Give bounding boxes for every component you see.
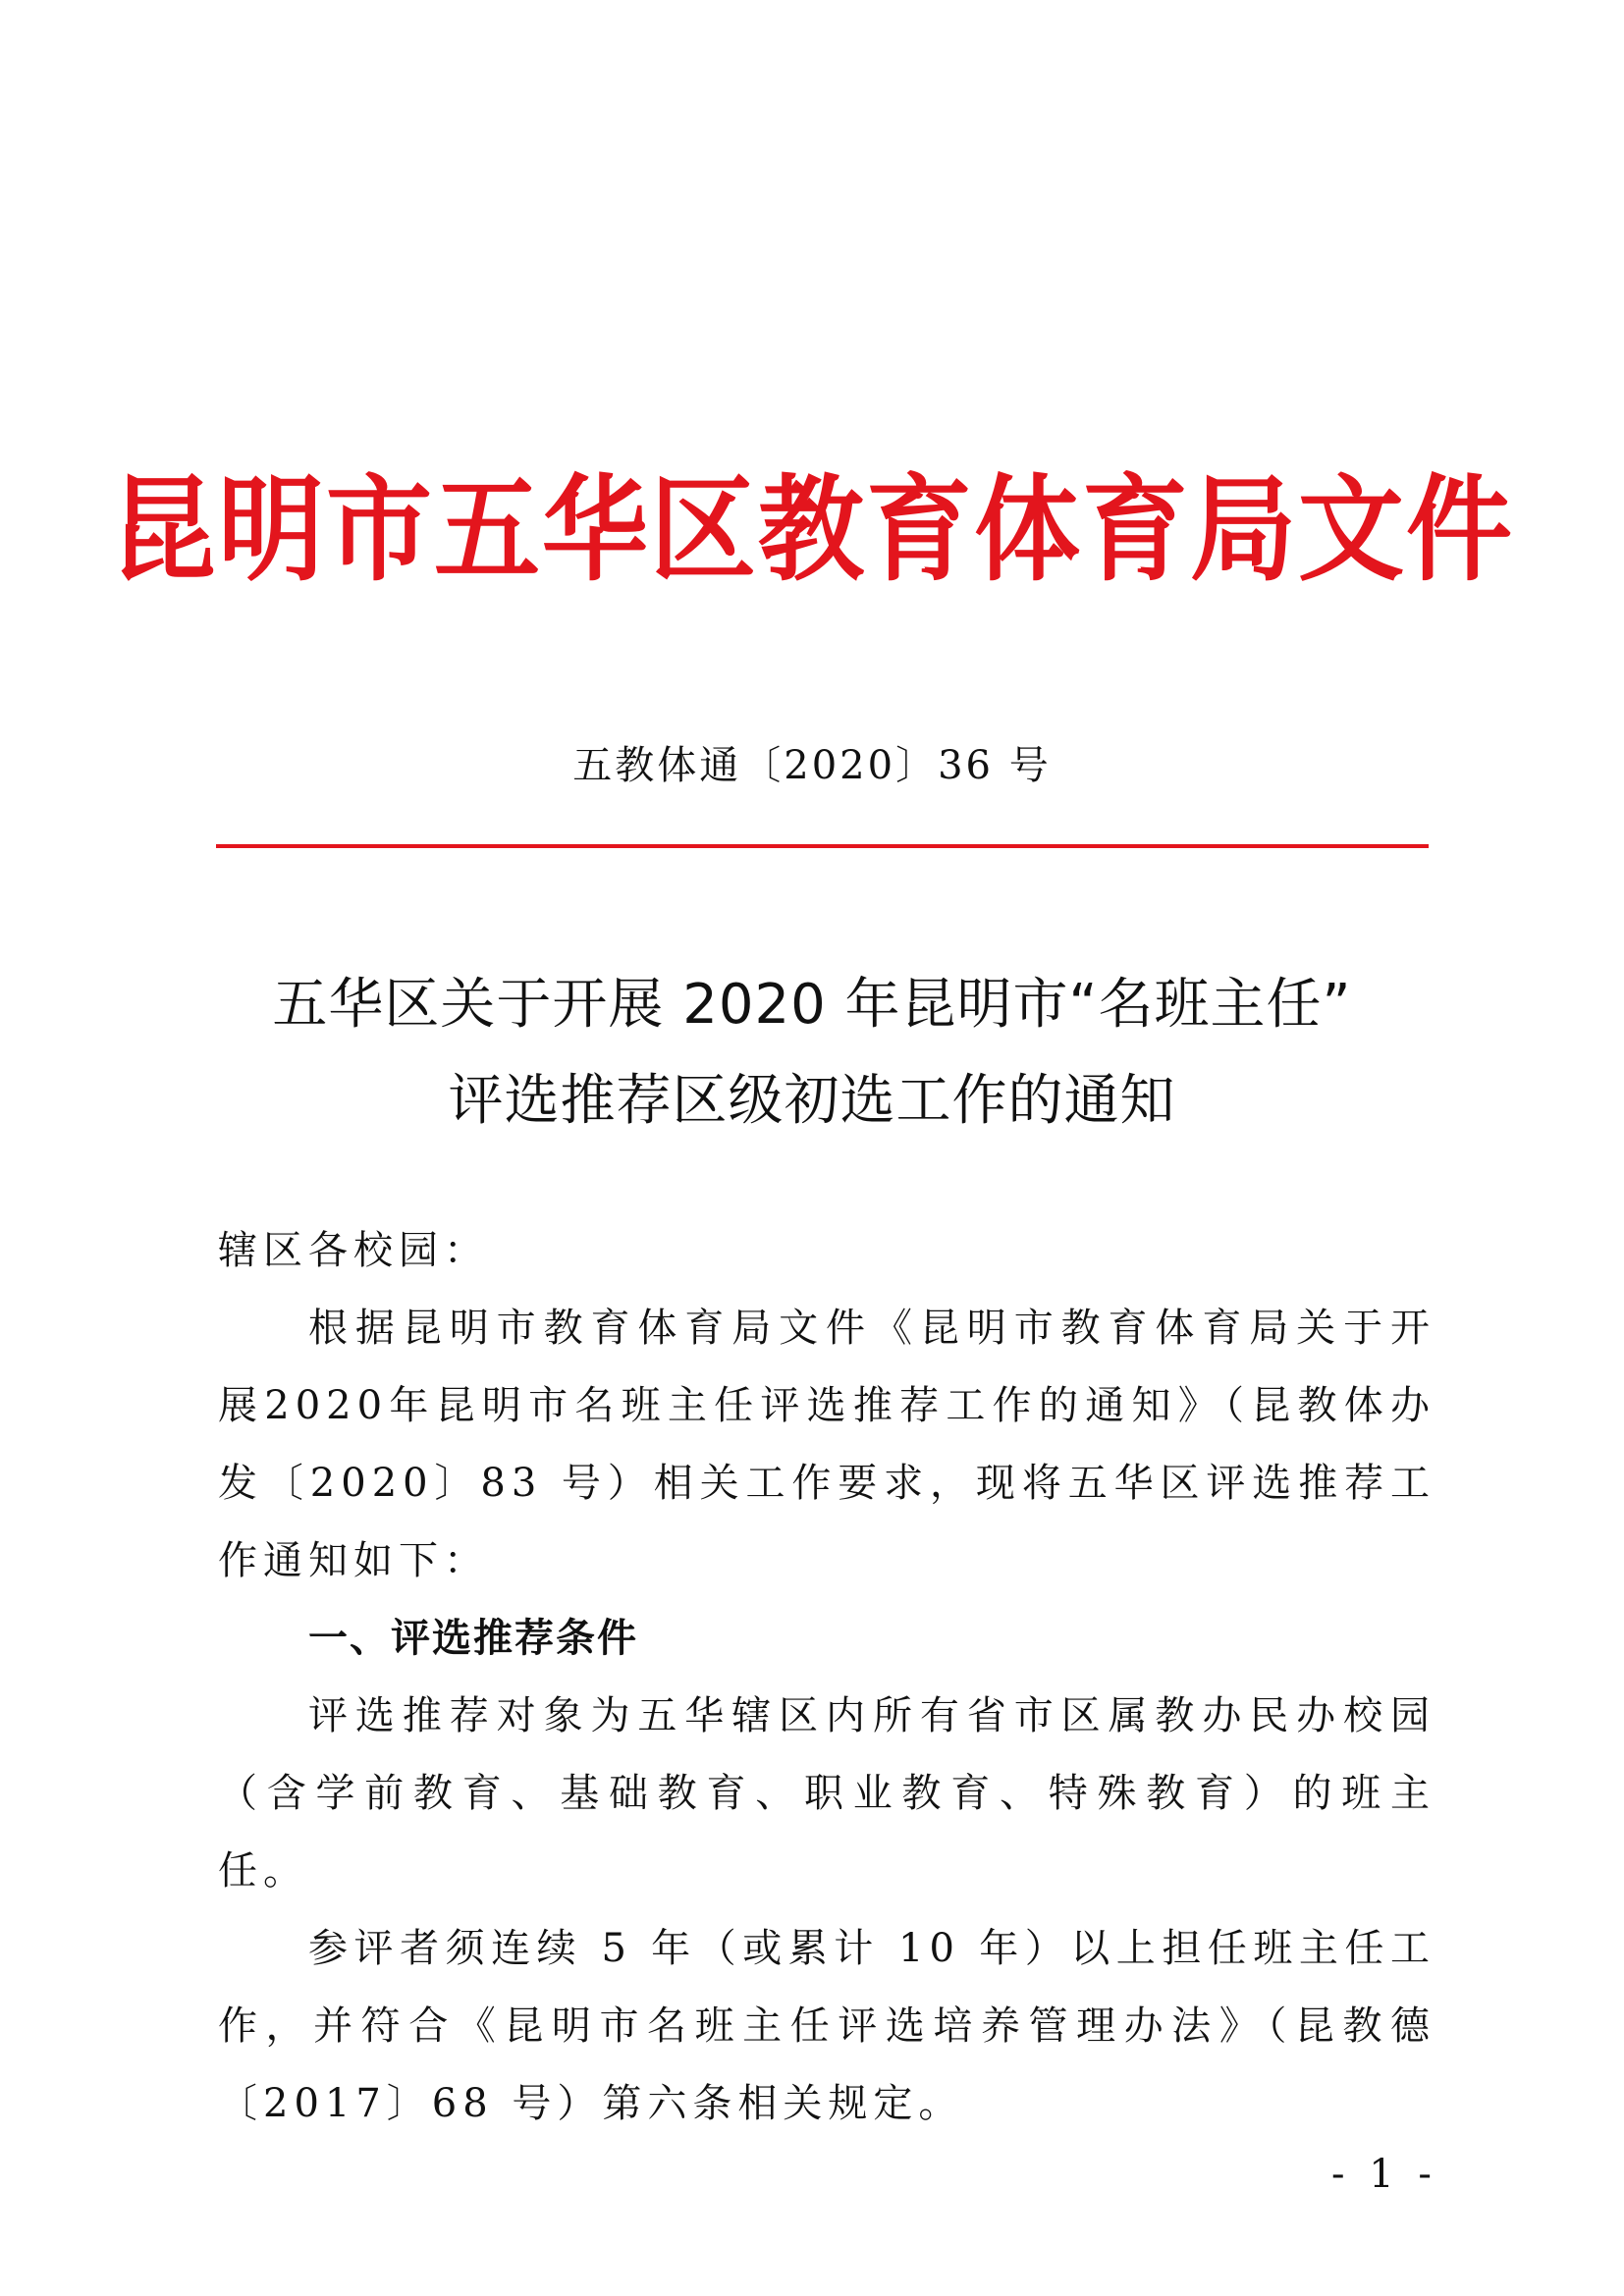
section-heading-1: 一、评选推荐条件 [308,1616,638,1661]
paragraph-basis: 根据昆明市教育体育局文件《昆明市教育体育局关于开展2020年昆明市名班主任评选推荐工作的通知》（昆教体办发〔2020〕83 号）相关工作要求，现将五华区评选推荐工作通知如下： [218,1306,1435,1583]
page-number: - 1 - [1331,2152,1437,2197]
notice-title-line-1: 五华区关于开展 2020 年昆明市“名班主任” [272,973,1352,1037]
paragraph-eligible-targets: 评选推荐对象为五华辖区内所有省市区属教办民办校园（含学前教育、基础教育、职业教育、特殊教育）的班主任。 [218,1693,1435,1894]
paragraph-requirements: 参评者须连续 5 年（或累计 10 年）以上担任班主任工作，并符合《昆明市名班主任评选培养管理办法》（昆教德〔2017〕68 号）第六条相关规定。 [218,1926,1435,2126]
notice-title-line-2: 评选推荐区级初选工作的通知 [448,1069,1176,1133]
red-divider-line [216,844,1429,848]
salutation: 辖区各校园： [218,1228,489,1273]
document-number: 五教体通〔2020〕36 号 [572,743,1052,788]
notice-title [0,957,1624,1149]
body-text [218,1212,1435,2143]
issuer-title: 昆明市五华区教育体育局文件 [109,462,1514,598]
